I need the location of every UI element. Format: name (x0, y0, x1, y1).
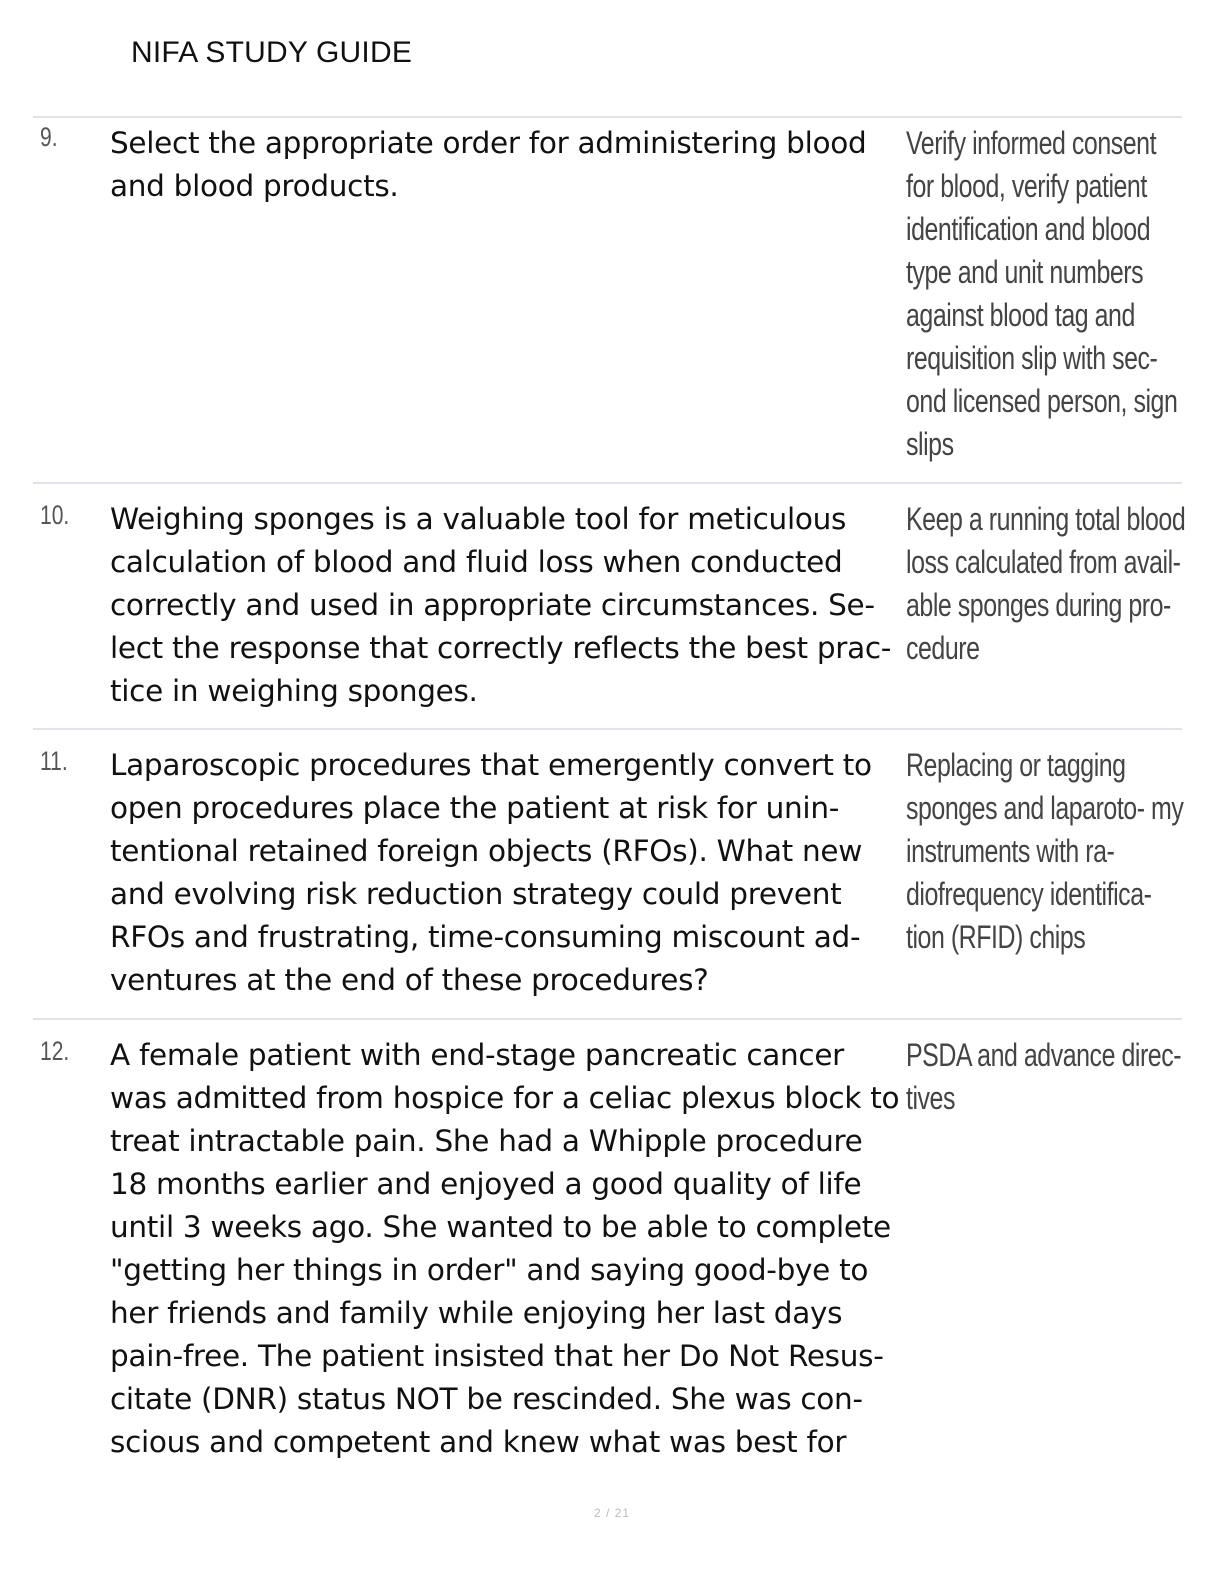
page-number-indicator: 2 / 21 (593, 1506, 631, 1520)
answer-text-content: PSDA and advance direc- tives (906, 1037, 1182, 1116)
answer-text-content: Verify informed consent for blood, verify patient identification and blood type and unit numbers against blood tag and requisition slip with sec- ond licensed person, sign slips (906, 125, 1178, 462)
question-number: 9. (40, 122, 58, 152)
question-text: Laparoscopic procedures that emergently convert to open procedures place the patient at risk for unin- tentional retained foreign objects (RFOs). What new and evolving risk reduction strategy could prevent RFOs and frustrating, time-consuming miscount ad- ventures at the end of these procedures? (110, 748, 872, 997)
page-header-title: NIFA STUDY GUIDE (131, 36, 413, 69)
question-answer-list (33, 116, 1186, 1470)
question-text: A female patient with end-stage pancreatic cancer was admitted from hospice for a celiac plexus block to treat intractable pain. She had a Whipple procedure 18 months earlier and enjoyed a good quality of life until 3 weeks ago. She wanted to be able to complete "getting her things in order" and saying good-bye to her friends and family while enjoying her last days pain-free. The patient insisted that her Do Not Resus- citate (DNR) status NOT be rescinded. She was con- scious and competent and knew what was best for (110, 1038, 900, 1459)
answer-text (906, 744, 1206, 959)
answer-text-content: Keep a running total blood loss calculated from avail- able sponges during pro- cedure (906, 501, 1186, 666)
question-row-12 (33, 1018, 1182, 1470)
question-row-9 (33, 116, 1182, 482)
question-text: Weighing sponges is a valuable tool for meticulous calculation of blood and fluid loss when conducted correctly and used in appropriate circumstances. Se- lect the response that correctly reflects the best prac- tice in weighing sponges. (110, 502, 892, 708)
answer-text (906, 1034, 1206, 1120)
question-row-10 (33, 482, 1186, 728)
answer-text-content: Replacing or tagging sponges and laparoto- my instruments with ra- diofrequency identifica- tion (RFID) chips (906, 747, 1184, 955)
question-number: 12. (40, 1036, 70, 1066)
question-number: 11. (40, 746, 68, 776)
answer-text (906, 122, 1206, 466)
answer-text (906, 498, 1206, 670)
question-text: Select the appropriate order for administering blood and blood products. (110, 126, 867, 203)
question-number: 10. (40, 500, 70, 530)
question-row-11 (33, 728, 1182, 1018)
